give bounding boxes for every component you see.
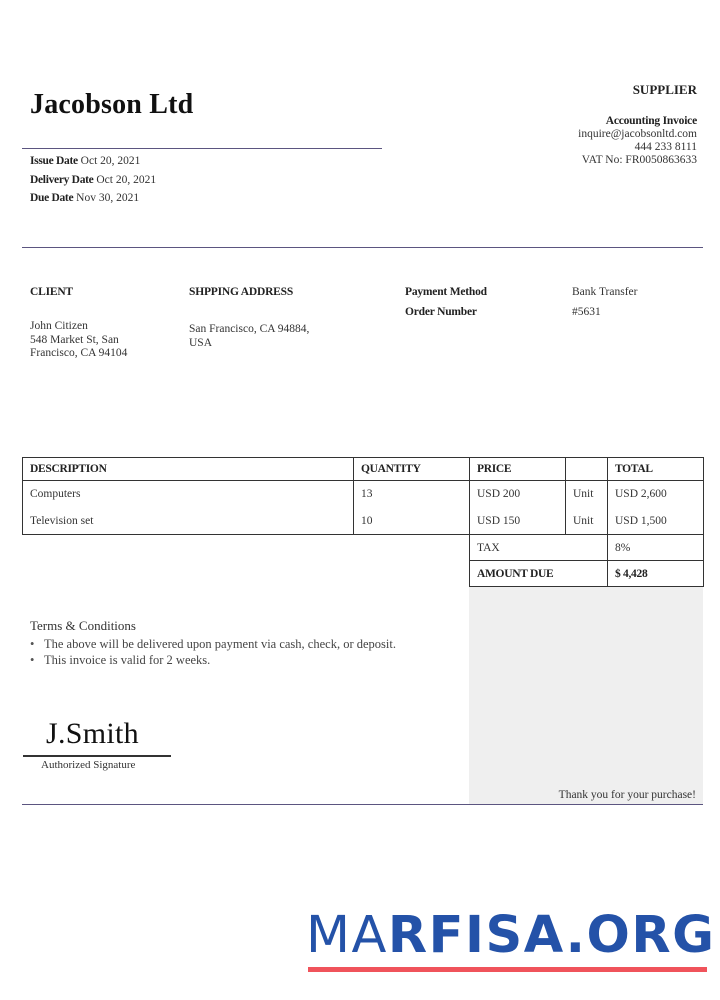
header-divider xyxy=(22,247,703,248)
signature-label: Authorized Signature xyxy=(41,759,136,771)
client-line: Francisco, CA 94104 xyxy=(30,347,128,359)
due-date-label: Due Date xyxy=(30,192,74,204)
tax-label: TAX xyxy=(470,535,608,561)
terms-item: • This invoice is valid for 2 weeks. xyxy=(30,652,396,668)
row-total: USD 2,600 xyxy=(608,481,704,508)
terms-item: • The above will be delivered upon payment via cash, check, or deposit. xyxy=(30,636,396,652)
shipping-line: USA xyxy=(189,336,213,349)
footer-divider xyxy=(22,804,703,805)
payment-method-label: Payment Method xyxy=(405,286,487,298)
client-line: John Citizen xyxy=(30,320,88,332)
header-price: PRICE xyxy=(470,458,566,481)
amount-due-row xyxy=(23,561,704,587)
row-quantity: 10 xyxy=(354,508,470,535)
terms-title: Terms & Conditions xyxy=(30,618,136,633)
row-unit: Unit xyxy=(566,508,608,535)
due-date xyxy=(30,192,139,204)
row-quantity: 13 xyxy=(354,481,470,508)
row-price: USD 150 xyxy=(470,508,566,535)
items-table xyxy=(22,457,704,587)
row-description: Television set xyxy=(23,508,354,535)
signature: J.Smith xyxy=(46,717,139,750)
title-divider xyxy=(22,148,382,149)
delivery-date-label: Delivery Date xyxy=(30,174,94,186)
tax-row xyxy=(23,535,704,561)
amount-due-value: $ 4,428 xyxy=(608,561,704,587)
header-unit xyxy=(566,458,608,481)
issue-date-value: Oct 20, 2021 xyxy=(80,155,141,167)
payment-method-value: Bank Transfer xyxy=(572,286,638,298)
row-description: Computers xyxy=(23,481,354,508)
thank-you-note: Thank you for your purchase! xyxy=(558,789,696,801)
header-description: DESCRIPTION xyxy=(23,458,354,481)
supplier-vat: VAT No: FR0050863633 xyxy=(581,154,697,166)
shipping-label: SHPPING ADDRESS xyxy=(189,286,294,298)
order-number-label: Order Number xyxy=(405,306,477,318)
order-number-value: #5631 xyxy=(572,306,601,318)
client-label: CLIENT xyxy=(30,286,73,298)
row-unit: Unit xyxy=(566,481,608,508)
client-address xyxy=(30,320,127,361)
shipping-address xyxy=(189,323,309,350)
supplier-email: inquire@jacobsonltd.com xyxy=(578,128,697,140)
issue-date xyxy=(30,155,140,167)
marfisa-logo xyxy=(306,906,715,966)
row-total: USD 1,500 xyxy=(608,508,704,535)
header-total: TOTAL xyxy=(608,458,704,481)
table-header-row xyxy=(23,458,704,481)
delivery-date-value: Oct 20, 2021 xyxy=(96,174,157,186)
client-line: 548 Market St, San xyxy=(30,333,119,346)
supplier-phone: 444 233 8111 xyxy=(634,141,697,153)
amount-due-label: AMOUNT DUE xyxy=(470,561,608,587)
shipping-line: San Francisco, CA 94884, xyxy=(189,323,310,335)
delivery-date xyxy=(30,174,156,186)
supplier-details xyxy=(578,115,697,167)
summary-panel xyxy=(469,587,703,804)
logo-light-text: MA xyxy=(306,906,388,965)
logo-underline xyxy=(308,967,707,972)
table-row xyxy=(23,508,704,535)
signature-line xyxy=(23,755,171,757)
tax-value: 8% xyxy=(608,535,704,561)
logo-bold-text: RFISA.ORG xyxy=(387,906,716,965)
row-price: USD 200 xyxy=(470,481,566,508)
due-date-value: Nov 30, 2021 xyxy=(76,192,140,204)
header-quantity: QUANTITY xyxy=(354,458,470,481)
supplier-title: Accounting Invoice xyxy=(605,115,697,127)
terms-list xyxy=(30,636,396,668)
table-row xyxy=(23,481,704,508)
issue-date-label: Issue Date xyxy=(30,155,78,167)
company-name: Jacobson Ltd xyxy=(30,89,194,120)
supplier-heading: SUPPLIER xyxy=(632,82,697,97)
